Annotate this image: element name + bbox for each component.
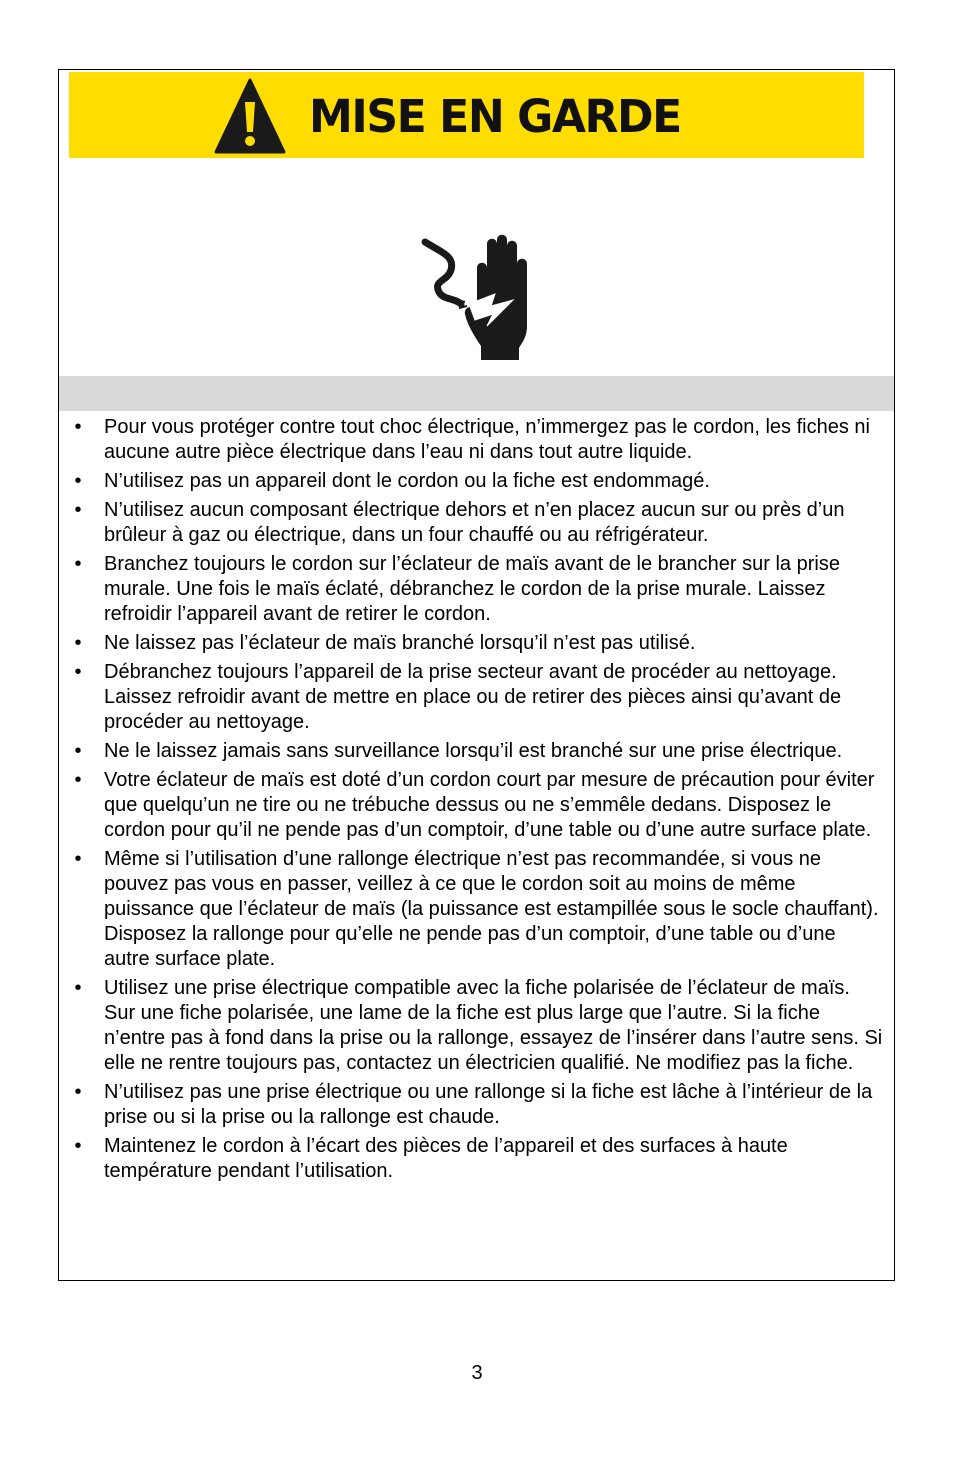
bullet-icon: • [74,769,82,791]
bullet-icon: • [74,416,82,438]
list-item [59,768,894,843]
list-item [59,631,894,656]
list-item [59,469,894,494]
list-item [59,1080,894,1130]
warning-triangle-icon [214,78,286,154]
warning-text: N’utilisez pas une prise électrique ou une rallonge si la fiche est lâche à l’intérieur de la prise ou si la prise ou la rallonge est chaude. [104,1081,873,1128]
list-item [59,660,894,735]
banner-title: MISE EN GARDE [309,90,681,143]
bullet-icon: • [74,848,82,870]
warning-text: N’utilisez aucun composant électrique dehors et n’en placez aucun sur ou près d’un brûleur à gaz ou électrique, dans un four chauffé ou au réfrigérateur. [104,499,845,546]
page-number: 3 [471,1362,483,1384]
warning-text: Votre éclateur de maïs est doté d’un cordon court par mesure de précaution pour éviter que quelqu’un ne tire ou ne trébuche dessus ou ne s’emmêle dedans. Disposez le cordon pour qu’il ne pende pas d’un comptoir, d’une table ou d’une autre surface plate. [104,769,875,841]
bullet-icon: • [74,1081,82,1103]
list-item [59,976,894,1076]
warning-text: Ne le laissez jamais sans surveillance lorsqu’il est branché sur une prise électrique. [104,740,843,762]
list-item [59,739,894,764]
bullet-icon: • [74,632,82,654]
warnings-list [59,415,894,1188]
warning-text: Maintenez le cordon à l’écart des pièces de l’appareil et des surfaces à haute température pendant l’utilisation. [104,1135,788,1182]
warning-text: Pour vous protéger contre tout choc électrique, n’immergez pas le cordon, les fiches ni aucune autre pièce électrique dans l’eau ni dans tout autre liquide. [104,416,870,463]
section-divider-bar [59,376,894,411]
warning-frame [58,69,895,1281]
warning-text: Utilisez une prise électrique compatible avec la fiche polarisée de l’éclateur de maïs. Sur une fiche polarisée, une lame de la fiche est plus large que l’autre. Si la fiche n’entre pas à fond dans la prise ou la rallonge, essayez de l’insérer dans l’autre sens. Si elle ne rentre toujours pas, contactez un électricien qualifié. Ne modifiez pas la fiche. [104,977,883,1074]
bullet-icon: • [74,977,82,999]
list-item [59,1134,894,1184]
bullet-icon: • [74,470,82,492]
warning-banner [69,72,864,158]
warning-text: Ne laissez pas l’éclateur de maïs branché lorsqu’il n’est pas utilisé. [104,632,696,654]
warning-text: Débranchez toujours l’appareil de la prise secteur avant de procéder au nettoyage. Laissez refroidir avant de mettre en place ou de retirer des pièces ainsi qu’avant de procéder au nettoyage. [104,661,842,733]
warning-text: Même si l’utilisation d’une rallonge électrique n’est pas recommandée, si vous ne pouvez pas vous en passer, veillez à ce que le cordon soit au moins de même puissance que l’éclateur de maïs (la puissance est estampillée sous le socle chauffant). Disposez la rallonge pour qu’elle ne pende pas d’un comptoir, d’une table ou d’une autre surface plate. [104,848,879,970]
bullet-icon: • [74,661,82,683]
list-item [59,552,894,627]
bullet-icon: • [74,553,82,575]
electric-shock-hand-icon [421,234,537,362]
list-item [59,847,894,972]
bullet-icon: • [74,1135,82,1157]
bullet-icon: • [74,740,82,762]
warning-text: N’utilisez pas un appareil dont le cordon ou la fiche est endommagé. [104,470,710,492]
warning-text: Branchez toujours le cordon sur l’éclateur de maïs avant de le brancher sur la prise murale. Une fois le maïs éclaté, débranchez le cordon de la prise murale. Laissez refroidir l’appareil avant de retirer le cordon. [104,553,840,625]
list-item [59,415,894,465]
bullet-icon: • [74,499,82,521]
list-item [59,498,894,548]
